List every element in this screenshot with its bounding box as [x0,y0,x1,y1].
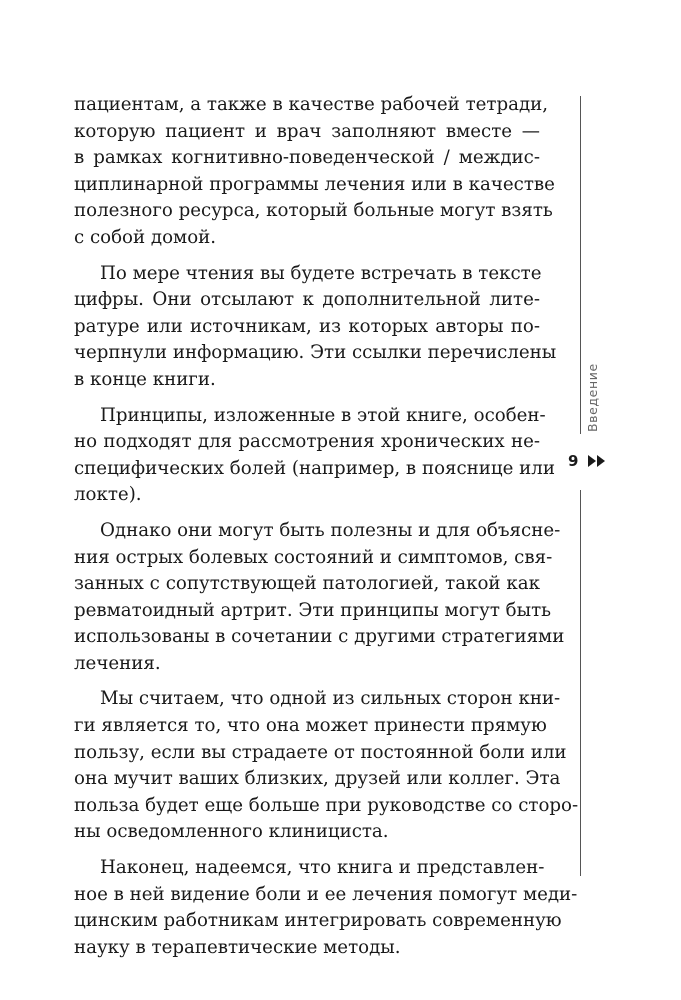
text-line: ратуре или источникам, из которых авторы по- [74,315,540,337]
text-line: ревматоидный артрит. Эти принципы могут быть [74,599,552,621]
text-line: пациентам, а также в качестве рабочей тетради, [74,94,549,115]
body-text [74,92,579,970]
text-line: использованы в сочетании с другими стратегиями [74,626,565,648]
text-line: ны осведомленного клинициста. [74,821,389,843]
text-line: но подходят для рассмотрения хронических не- [74,431,540,453]
text-line: цифры. Они отсылают к дополнительной лите- [74,289,540,311]
text-line: в рамках когнитивно-поведенческой / междис- [74,147,540,169]
paragraph [74,261,557,394]
text-line: лечения. [74,652,161,674]
paragraph [74,92,555,252]
text-line: в конце книги. [74,368,216,390]
paragraph [74,403,555,509]
section-label: Введение [585,363,600,432]
text-line: цинским работникам интегрировать современную [74,910,562,932]
text-line: Наконец, надеемся, что книга и представлен- [100,857,545,879]
page-number: 9 [568,452,579,470]
text-line: польза будет еще больше при руководстве со сторо- [74,794,579,816]
text-line: циплинарной программы лечения или в качестве [74,173,555,195]
paragraph [74,518,565,678]
text-line: полезного ресурса, который больные могут взять [74,200,553,222]
double-arrow-right-icon [588,455,606,467]
text-line: она мучит ваших близких, друзей или коллег. Эта [74,768,561,790]
text-line: Однако они могут быть полезны и для объясне- [100,519,561,541]
paragraph [74,686,579,846]
text-line: черпнули информацию. Эти ссылки перечислены [74,342,557,364]
text-line: локте). [74,484,142,506]
text-line: ное в ней видение боли и ее лечения помогут меди- [74,883,578,905]
text-line: науку в терапевтические методы. [74,936,401,958]
text-line: Мы считаем, что одной из сильных сторон кни- [100,688,561,710]
text-line: ги является то, что она может принести прямую [74,715,547,737]
text-line: пользу, если вы страдаете от постоянной боли или [74,741,567,763]
margin-rule-top [580,96,581,434]
text-line: По мере чтения вы будете встречать в тексте [100,262,542,284]
text-line: ния острых болевых состояний и симптомов, свя- [74,546,553,568]
text-line: специфических болей (например, в пояснице или [74,457,555,479]
text-line: которую пациент и врач заполняют вместе — [74,120,540,142]
text-line: с собой домой. [74,226,217,248]
margin-rule-bottom [580,490,581,876]
text-line: Принципы, изложенные в этой книге, особен- [100,404,546,426]
text-line: занных с сопутствующей патологией, такой как [74,573,540,595]
paragraph [74,855,578,961]
